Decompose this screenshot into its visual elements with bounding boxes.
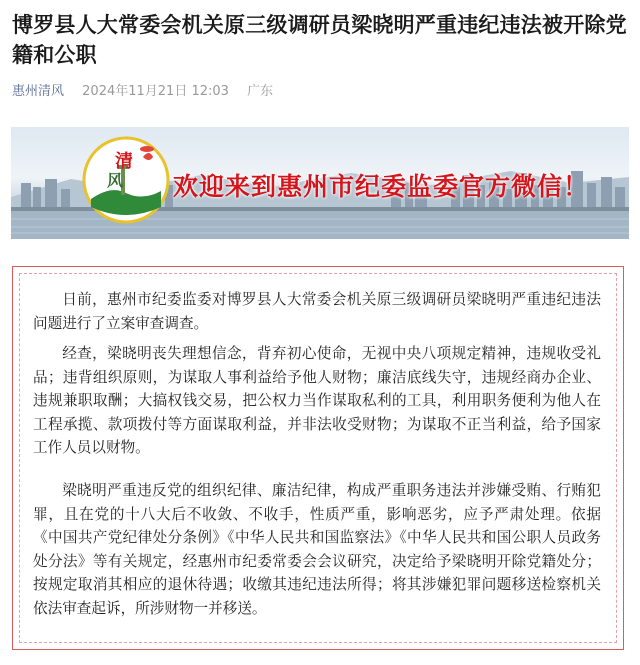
- publish-location: 广东: [247, 84, 274, 99]
- article-title: 博罗县人大常委会机关原三级调研员梁晓明严重违纪违法被开除党籍和公职: [12, 13, 627, 67]
- banner-headline: 欢迎来到惠州市纪委监委官方微信！: [173, 172, 590, 201]
- banner-image: [11, 127, 629, 239]
- paragraph-1: 日前，惠州市纪委监委对博罗县人大常委会机关原三级调研员梁晓明严重违纪违法问题进行了立案审查调查。: [33, 291, 601, 332]
- logo-char-2: 风: [107, 171, 124, 190]
- paragraph-3: 梁晓明严重违反党的组织纪律、廉洁纪律，构成严重职务违法并涉嫌受贿、行贿犯罪，且在党的十八大后不收敛、不收手，性质严重，影响恶劣，应予严肃处理。依据《中国共产党纪律处分条例》《中华人民共和国监察法》《中华人民共和国公职人员政务处分法》等有关规定，经惠州市纪委常委会会议研究，决定给予梁晓明开除党籍处分；按规定取消其相应的退休待遇；收缴其违纪违法所得；将其涉嫌犯罪问题移送检察机关依法审查起诉，所涉财物一并移送。: [33, 482, 601, 617]
- author-link[interactable]: 惠州清风: [12, 84, 65, 99]
- logo-char-1: 清: [115, 151, 133, 172]
- article-meta: [12, 80, 273, 99]
- paragraph-2: 经查，梁晓明丧失理想信念，背弃初心使命，无视中央八项规定精神，违规收受礼品；违背组织原则，为谋取人事利益给予他人财物；廉洁底线失守，违规经商办企业、违规兼职取酬；大搞权钱交易，把公权力当作谋取私利的工具，利用职务便利为他人在工程承揽、款项拨付等方面谋取利益，并非法收受财物；为谋取不正当利益，给予国家工作人员以财物。: [33, 345, 601, 456]
- publish-time: 2024年11月21日 12:03: [82, 84, 229, 99]
